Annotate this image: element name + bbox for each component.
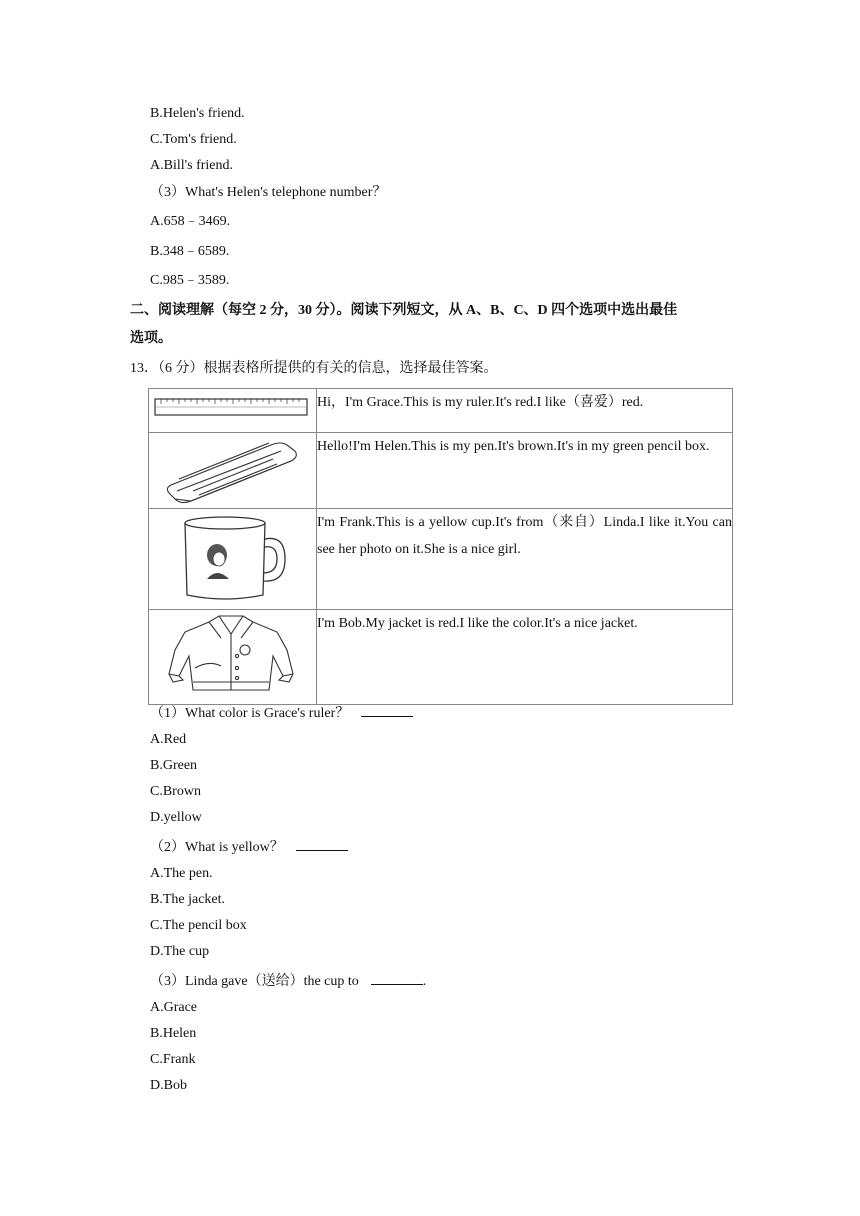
sub-question-2-text: （2）What is yellow？ xyxy=(150,840,284,855)
section-heading-cont: 选项。 xyxy=(130,331,172,346)
ruler-text: Hi，I'm Grace.This is my ruler.It's red.I like（喜爱）red. xyxy=(317,395,644,410)
table-row xyxy=(149,389,733,433)
cup-text-cell xyxy=(317,509,733,610)
pencil-box-text-cell xyxy=(317,433,733,509)
answer-blank[interactable] xyxy=(361,703,413,717)
sub-question-3-text: （3）Linda gave（送给）the cup to xyxy=(150,974,359,989)
sub2-option-a: A.The pen. xyxy=(150,866,213,881)
answer-blank[interactable] xyxy=(371,971,423,985)
option-a-friend: A.Bill's friend. xyxy=(150,158,234,173)
sub1-option-b: B.Green xyxy=(150,758,198,773)
option-c-friend: C.Tom's friend. xyxy=(150,132,237,147)
info-table xyxy=(148,388,733,705)
sub3-option-c: C.Frank xyxy=(150,1052,196,1067)
jacket-text: I'm Bob.My jacket is red.I like the color.It's a nice jacket. xyxy=(317,616,638,631)
option-a-phone: A.658﹣3469. xyxy=(150,214,231,229)
sub2-option-c: C.The pencil box xyxy=(150,918,247,933)
sub2-option-b: B.The jacket. xyxy=(150,892,226,907)
ruler-icon xyxy=(149,389,316,432)
sub1-option-d: D.yellow xyxy=(150,810,202,825)
cup-cell xyxy=(149,509,317,610)
table-row xyxy=(149,610,733,705)
table-row xyxy=(149,433,733,509)
pencil-box-cell xyxy=(149,433,317,509)
sub-question-1 xyxy=(150,703,413,723)
jacket-cell xyxy=(149,610,317,705)
jacket-text-cell xyxy=(317,610,733,705)
cup-icon xyxy=(149,509,316,609)
pencil-box-icon xyxy=(149,433,316,508)
sub3-option-b: B.Helen xyxy=(150,1026,197,1041)
pencil-box-text: Hello!I'm Helen.This is my pen.It's brown.It's in my green pencil box. xyxy=(317,439,710,454)
ruler-cell xyxy=(149,389,317,433)
sub3-option-d: D.Bob xyxy=(150,1078,187,1093)
option-c-phone: C.985﹣3589. xyxy=(150,273,230,288)
sub3-option-a: A.Grace xyxy=(150,1000,198,1015)
sub-question-3 xyxy=(150,971,426,991)
cup-text: I'm Frank.This is a yellow cup.It's from（来自）Linda.I like it.You can see her photo on it.She is a nice girl. xyxy=(317,515,732,557)
sub2-option-d: D.The cup xyxy=(150,944,210,959)
sub-question-3-end: . xyxy=(422,974,427,989)
sub-question-1-text: （1）What color is Grace's ruler？ xyxy=(150,706,350,721)
option-b-phone: B.348﹣6589. xyxy=(150,244,230,259)
section-heading: 二、阅读理解（每空 2 分，30 分）。阅读下列短文，从 A、B、C、D 四个选项中选出最佳 xyxy=(130,303,678,318)
ruler-text-cell xyxy=(317,389,733,433)
sub-question-2 xyxy=(150,837,348,857)
question-13-stem: 13．（6 分）根据表格所提供的有关的信息，选择最佳答案。 xyxy=(130,361,498,376)
option-b-friend: B.Helen's friend. xyxy=(150,106,245,121)
answer-blank[interactable] xyxy=(296,837,348,851)
jacket-icon xyxy=(149,610,316,704)
sub1-option-a: A.Red xyxy=(150,732,187,747)
table-row xyxy=(149,509,733,610)
sub1-option-c: C.Brown xyxy=(150,784,201,799)
question-telephone: （3）What's Helen's telephone number？ xyxy=(150,185,387,200)
